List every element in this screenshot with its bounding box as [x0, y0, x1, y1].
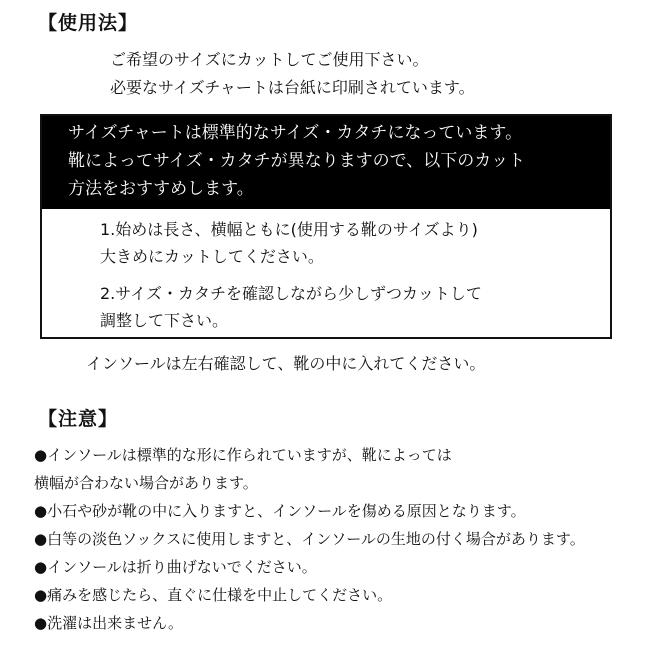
- caution-line: ●白等の淡色ソックスに使用しますと、インソールの生地の付く場合があります。: [34, 530, 585, 548]
- cut-step-line: 調整して下さい。: [100, 311, 229, 330]
- box-header-line: 方法をおすすめします。: [68, 179, 254, 199]
- cut-step-line: 1.始めは長さ、横幅ともに(使用する靴のサイズより): [100, 220, 478, 239]
- cut-step-line: 大きめにカットしてください。: [100, 247, 324, 266]
- cut-step-line: 2.サイズ・カタチを確認しながら少しずつカットして: [100, 284, 482, 303]
- cut-method-box: [40, 114, 612, 339]
- caution-line: 横幅が合わない場合があります。: [34, 474, 258, 492]
- caution-line: ●インソールは折り曲げないでください。: [34, 558, 317, 576]
- box-header-line: 靴によってサイズ・カタチが異なりますので、以下のカット: [68, 151, 526, 171]
- box-header-line: サイズチャートは標準的なサイズ・カタチになっています。: [68, 123, 523, 143]
- caution-line: ●洗濯は出来ません。: [34, 614, 183, 632]
- caution-line: ●痛みを感じたら、直ぐに仕様を中止してください。: [34, 586, 393, 604]
- usage-footer-note: インソールは左右確認して、靴の中に入れてください。: [86, 354, 486, 373]
- caution-line: ●小石や砂が靴の中に入りますと、インソールを傷める原因となります。: [34, 502, 526, 520]
- usage-heading: 【使用法】: [38, 12, 139, 34]
- usage-intro-line: ご希望のサイズにカットしてご使用下さい。: [110, 50, 429, 69]
- cut-method-box-header: [42, 116, 610, 209]
- caution-heading: 【注意】: [38, 408, 119, 430]
- usage-intro-line: 必要なサイズチャートは台紙に印刷されています。: [110, 78, 475, 97]
- caution-line: ●インソールは標準的な形に作られていますが、靴によっては: [34, 446, 452, 464]
